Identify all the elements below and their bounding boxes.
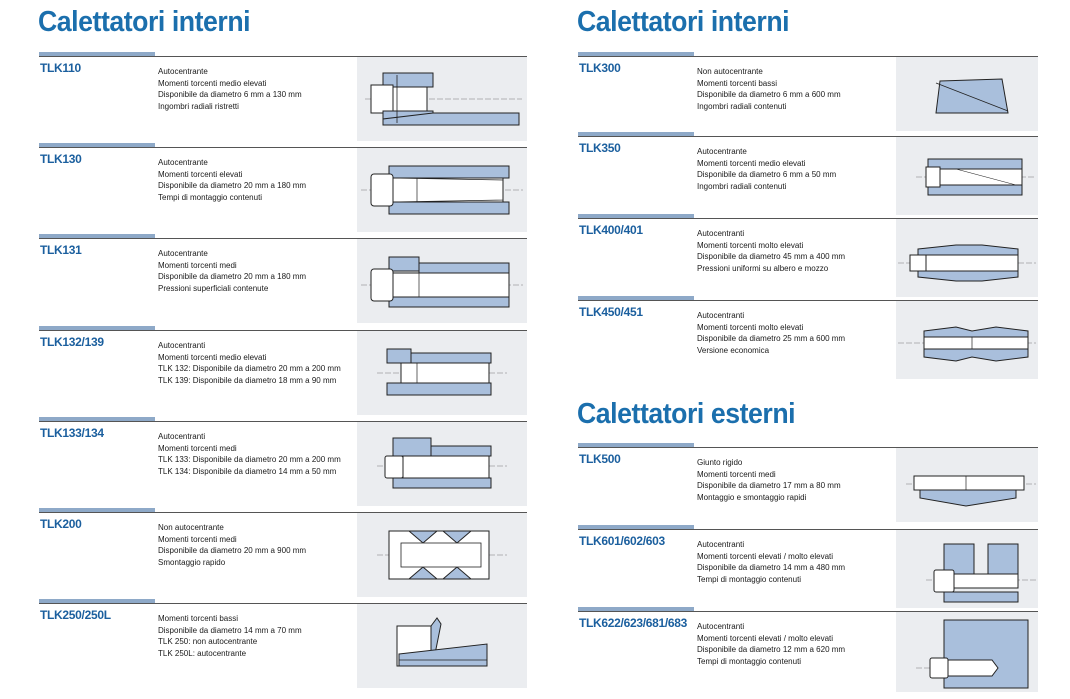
- tlk131-drawing: [357, 239, 527, 323]
- tlk130-drawing: [357, 148, 527, 232]
- product-code: TLK200: [40, 517, 82, 531]
- product-description: Non autocentrante Momenti torcenti bassi Disponibile da diametro 6 mm a 600 mm Ingombri radiali contenuti: [697, 67, 841, 111]
- product-code: TLK400/401: [579, 223, 643, 237]
- product-description: Non autocentrante Momenti torcenti medi Disponibile da diametro 20 mm a 900 mm Smontaggio rapido: [158, 523, 307, 567]
- product-row: [578, 296, 1038, 388]
- tlk500-drawing: [896, 448, 1038, 522]
- product-row: [39, 52, 527, 144]
- product-code: TLK110: [40, 61, 81, 75]
- tlk133-134-drawing: [357, 422, 527, 506]
- product-description: Autocentranti Momenti torcenti molto elevati Disponibile da diametro 25 mm a 600 mm Versione economica: [697, 311, 846, 355]
- product-row: [39, 417, 527, 509]
- product-description: Autocentranti Momenti torcenti elevati / molto elevati Disponibile da diametro 12 mm a 620 mm Tempi di montaggio contenuti: [697, 622, 846, 666]
- tlk350-drawing: [896, 137, 1038, 215]
- product-row: [578, 214, 1038, 306]
- tlk250-drawing: [357, 604, 527, 688]
- tlk400-401-drawing: [896, 219, 1038, 297]
- product-description: Autocentrante Momenti torcenti elevati Disponibile da diametro 20 mm a 180 mm Tempi di montaggio contenuti: [158, 158, 307, 202]
- tlk450-451-drawing: [896, 301, 1038, 379]
- product-row: [578, 607, 1038, 699]
- external-section-title: Calettatori esterni: [577, 398, 796, 430]
- product-row: [39, 234, 527, 326]
- right-section-title: Calettatori interni: [577, 6, 790, 38]
- product-code: TLK133/134: [40, 426, 104, 440]
- product-row: [39, 326, 527, 418]
- product-code: TLK250/250L: [40, 608, 111, 622]
- product-code: TLK131: [40, 243, 82, 257]
- product-row: [578, 52, 1038, 144]
- product-description: Autocentranti Momenti torcenti elevati / molto elevati Disponibile da diametro 14 mm a 480 mm Tempi di montaggio contenuti: [697, 540, 846, 584]
- product-description: Autocentrante Momenti torcenti medi Disponibile da diametro 20 mm a 180 mm Pressioni superficiali contenute: [158, 249, 307, 293]
- product-row: [39, 143, 527, 235]
- tlk601-602-603-drawing: [896, 530, 1038, 608]
- product-description: Autocentranti Momenti torcenti medio elevati TLK 132: Disponibile da diametro 20 mm a 200 mm TLK 139: Disponibile da diametro 18 mm a 90 mm: [158, 341, 341, 385]
- product-code: TLK132/139: [40, 335, 104, 349]
- product-row: [578, 443, 1038, 535]
- product-row: [578, 525, 1038, 617]
- product-description: Autocentrante Momenti torcenti medio elevati Disponibile da diametro 6 mm a 130 mm Ingombri radiali ristretti: [158, 67, 302, 111]
- tlk110-drawing: [357, 57, 527, 141]
- tlk300-drawing: [896, 57, 1038, 131]
- tlk132-139-drawing: [357, 331, 527, 415]
- product-row: [39, 599, 527, 691]
- product-description: Momenti torcenti bassi Disponibile da diametro 14 mm a 70 mm TLK 250: non autocentrante TLK 250L: autocentrante: [158, 614, 302, 658]
- product-code: TLK601/602/603: [579, 534, 665, 548]
- product-code: TLK300: [579, 61, 621, 75]
- product-row: [39, 508, 527, 600]
- product-code: TLK350: [579, 141, 621, 155]
- left-section-title: Calettatori interni: [38, 6, 251, 38]
- product-code: TLK622/623/681/683: [579, 616, 688, 630]
- product-code: TLK130: [40, 152, 82, 166]
- product-description: Autocentranti Momenti torcenti medi TLK 133: Disponibile da diametro 20 mm a 200 mm TLK 134: Disponibile da diametro 14 mm a 50 mm: [158, 432, 341, 476]
- product-row: [578, 132, 1038, 224]
- tlk622-623-681-683-drawing: [896, 612, 1038, 692]
- product-code: TLK450/451: [579, 305, 643, 319]
- product-description: Autocentrante Momenti torcenti medio elevati Disponibile da diametro 6 mm a 50 mm Ingombri radiali contenuti: [697, 147, 837, 191]
- product-code: TLK500: [579, 452, 621, 466]
- product-description: Giunto rigido Momenti torcenti medi Disponibile da diametro 17 mm a 80 mm Montaggio e smontaggio rapidi: [697, 458, 841, 502]
- product-description: Autocentranti Momenti torcenti molto elevati Disponibile da diametro 45 mm a 400 mm Pressioni uniformi su albero e mozzo: [697, 229, 846, 273]
- tlk200-drawing: [357, 513, 527, 597]
